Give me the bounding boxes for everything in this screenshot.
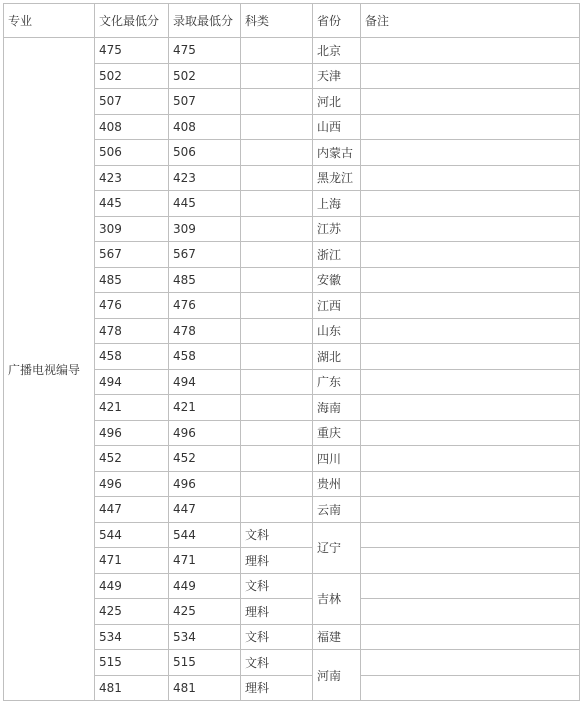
province-cell: 辽宁 [313, 522, 361, 573]
category-cell: 文科 [241, 624, 313, 650]
admission-min-score-cell: 408 [169, 114, 241, 140]
culture-min-score-cell: 423 [95, 165, 169, 191]
province-cell: 广东 [313, 369, 361, 395]
culture-min-score-cell: 447 [95, 497, 169, 523]
table-body [4, 38, 580, 701]
admission-min-score-cell: 507 [169, 89, 241, 115]
culture-min-score-cell: 445 [95, 191, 169, 217]
table-row [4, 38, 580, 64]
note-cell [361, 267, 580, 293]
province-cell: 北京 [313, 38, 361, 64]
category-cell [241, 267, 313, 293]
province-cell: 四川 [313, 446, 361, 472]
category-cell [241, 369, 313, 395]
culture-min-score-cell: 481 [95, 675, 169, 701]
note-cell [361, 242, 580, 268]
category-cell [241, 89, 313, 115]
note-cell [361, 675, 580, 701]
province-cell: 河南 [313, 650, 361, 701]
culture-min-score-cell: 496 [95, 420, 169, 446]
province-cell: 湖北 [313, 344, 361, 370]
note-cell [361, 191, 580, 217]
admission-min-score-cell: 534 [169, 624, 241, 650]
category-cell [241, 446, 313, 472]
note-cell [361, 548, 580, 574]
province-cell: 云南 [313, 497, 361, 523]
category-cell [241, 216, 313, 242]
category-cell [241, 114, 313, 140]
culture-min-score-cell: 494 [95, 369, 169, 395]
admission-min-score-cell: 445 [169, 191, 241, 217]
province-cell: 上海 [313, 191, 361, 217]
note-cell [361, 318, 580, 344]
culture-min-score-cell: 449 [95, 573, 169, 599]
note-cell [361, 497, 580, 523]
note-cell [361, 344, 580, 370]
culture-min-score-cell: 485 [95, 267, 169, 293]
province-cell: 河北 [313, 89, 361, 115]
category-cell: 文科 [241, 573, 313, 599]
culture-min-score-cell: 309 [95, 216, 169, 242]
province-cell: 福建 [313, 624, 361, 650]
header-admission-min-score: 录取最低分 [169, 4, 241, 38]
note-cell [361, 216, 580, 242]
province-cell: 贵州 [313, 471, 361, 497]
culture-min-score-cell: 458 [95, 344, 169, 370]
province-cell: 山西 [313, 114, 361, 140]
admission-min-score-cell: 478 [169, 318, 241, 344]
table-header-row [4, 4, 580, 38]
province-cell: 海南 [313, 395, 361, 421]
admission-min-score-cell: 476 [169, 293, 241, 319]
category-cell [241, 293, 313, 319]
province-cell: 浙江 [313, 242, 361, 268]
admission-min-score-cell: 458 [169, 344, 241, 370]
admission-min-score-cell: 425 [169, 599, 241, 625]
admission-min-score-cell: 496 [169, 420, 241, 446]
header-major: 专业 [4, 4, 95, 38]
note-cell [361, 369, 580, 395]
admission-min-score-cell: 496 [169, 471, 241, 497]
note-cell [361, 89, 580, 115]
header-note: 备注 [361, 4, 580, 38]
category-cell [241, 242, 313, 268]
category-cell [241, 344, 313, 370]
category-cell: 理科 [241, 599, 313, 625]
admission-min-score-cell: 447 [169, 497, 241, 523]
category-cell [241, 63, 313, 89]
admission-min-score-cell: 475 [169, 38, 241, 64]
culture-min-score-cell: 425 [95, 599, 169, 625]
province-cell: 吉林 [313, 573, 361, 624]
note-cell [361, 446, 580, 472]
culture-min-score-cell: 502 [95, 63, 169, 89]
admission-min-score-cell: 485 [169, 267, 241, 293]
admission-min-score-cell: 544 [169, 522, 241, 548]
category-cell [241, 38, 313, 64]
admission-min-score-cell: 309 [169, 216, 241, 242]
major-cell: 广播电视编导 [4, 38, 95, 701]
category-cell: 理科 [241, 675, 313, 701]
admission-scores-table [3, 3, 580, 701]
note-cell [361, 420, 580, 446]
category-cell [241, 140, 313, 166]
admission-min-score-cell: 421 [169, 395, 241, 421]
note-cell [361, 114, 580, 140]
culture-min-score-cell: 506 [95, 140, 169, 166]
note-cell [361, 165, 580, 191]
admission-min-score-cell: 449 [169, 573, 241, 599]
admission-min-score-cell: 515 [169, 650, 241, 676]
province-cell: 山东 [313, 318, 361, 344]
note-cell [361, 624, 580, 650]
province-cell: 江西 [313, 293, 361, 319]
culture-min-score-cell: 567 [95, 242, 169, 268]
note-cell [361, 63, 580, 89]
note-cell [361, 293, 580, 319]
category-cell [241, 165, 313, 191]
note-cell [361, 599, 580, 625]
admission-min-score-cell: 494 [169, 369, 241, 395]
admission-min-score-cell: 423 [169, 165, 241, 191]
category-cell [241, 471, 313, 497]
note-cell [361, 471, 580, 497]
note-cell [361, 395, 580, 421]
admission-min-score-cell: 502 [169, 63, 241, 89]
culture-min-score-cell: 408 [95, 114, 169, 140]
province-cell: 内蒙古 [313, 140, 361, 166]
province-cell: 重庆 [313, 420, 361, 446]
culture-min-score-cell: 452 [95, 446, 169, 472]
culture-min-score-cell: 515 [95, 650, 169, 676]
category-cell: 文科 [241, 522, 313, 548]
category-cell: 文科 [241, 650, 313, 676]
culture-min-score-cell: 507 [95, 89, 169, 115]
culture-min-score-cell: 496 [95, 471, 169, 497]
note-cell [361, 522, 580, 548]
category-cell [241, 420, 313, 446]
category-cell [241, 497, 313, 523]
admission-min-score-cell: 506 [169, 140, 241, 166]
header-category: 科类 [241, 4, 313, 38]
admission-min-score-cell: 452 [169, 446, 241, 472]
culture-min-score-cell: 534 [95, 624, 169, 650]
header-province: 省份 [313, 4, 361, 38]
admission-min-score-cell: 481 [169, 675, 241, 701]
culture-min-score-cell: 476 [95, 293, 169, 319]
note-cell [361, 38, 580, 64]
culture-min-score-cell: 478 [95, 318, 169, 344]
province-cell: 江苏 [313, 216, 361, 242]
admission-min-score-cell: 567 [169, 242, 241, 268]
category-cell [241, 191, 313, 217]
culture-min-score-cell: 421 [95, 395, 169, 421]
province-cell: 天津 [313, 63, 361, 89]
province-cell: 黑龙江 [313, 165, 361, 191]
culture-min-score-cell: 544 [95, 522, 169, 548]
category-cell [241, 318, 313, 344]
admission-min-score-cell: 471 [169, 548, 241, 574]
culture-min-score-cell: 475 [95, 38, 169, 64]
header-culture-min-score: 文化最低分 [95, 4, 169, 38]
category-cell: 理科 [241, 548, 313, 574]
note-cell [361, 140, 580, 166]
category-cell [241, 395, 313, 421]
culture-min-score-cell: 471 [95, 548, 169, 574]
note-cell [361, 573, 580, 599]
province-cell: 安徽 [313, 267, 361, 293]
note-cell [361, 650, 580, 676]
